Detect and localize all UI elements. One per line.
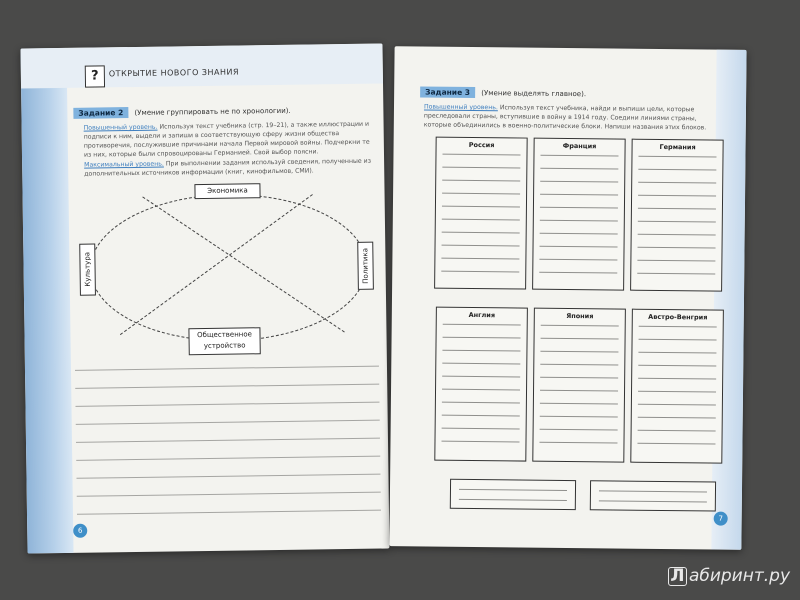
task2-text1: Используя текст учебника (стр. 19–21), а также иллюстрации и подписи к ним, выдели и запиши в соответствующую сферу жизни общества противоречия, послужившие причинами начала Первой мировой войны. Подчеркни те из них, которые были спровоцированы Германией. Свой выбор поясни. [83,120,370,159]
diagram-social-line1: Общественное [197,330,252,340]
labirint-watermark [668,566,790,586]
answer-line [638,352,716,354]
task3-skill: (Умение выделять главное). [481,89,587,99]
task3-paragraph [424,102,724,132]
country-box-japan [532,308,626,463]
right-page-number: 7 [714,512,728,526]
country-box-england [434,307,528,462]
answer-line [638,221,716,223]
section-title: ОТКРЫТИЕ НОВОГО ЗНАНИЯ [108,67,240,79]
answer-line [540,207,618,209]
answer-line [638,391,716,393]
answer-line [637,260,715,262]
answer-line [599,490,707,492]
country-box-germany [630,139,724,292]
answer-line [442,193,520,195]
answer-line [637,273,715,275]
task3-badge: Задание 3 [420,86,475,98]
answer-line [442,219,520,221]
task3-text: Используя текст учебника, найди и выпиши цели, которые преследовали страны, вступившие в войну в 1914 году. Соедини линиями страны, которые объединились в военно-политические блоки. Напиши названия этих блоков. [423,104,707,132]
answer-line [639,339,717,341]
answer-line [540,233,618,235]
answer-line [540,220,618,222]
answer-line [442,206,520,208]
answer-line [541,325,619,327]
answer-line [539,259,617,261]
answer-line [442,389,520,391]
answer-line [441,271,519,273]
answer-line [442,402,520,404]
answer-line [638,234,716,236]
diagram-diagonal-1 [143,194,345,335]
answer-line [540,377,618,379]
answer-line [638,378,716,380]
labirint-logo-icon: Л [668,567,687,586]
answer-line [442,376,520,378]
diagram-diagonal-2 [118,194,315,335]
answer-line [441,258,519,260]
answer-line [540,416,618,418]
bloc-name-box-2 [590,480,716,511]
answer-line [638,195,716,197]
answer-line [599,500,707,502]
answer-line [442,180,520,182]
answer-line [638,169,716,171]
answer-line [638,182,716,184]
answer-line [540,194,618,196]
task2-text2: При выполнении задания используй сведения, полученные из дополнительных источников информации (книг, кинофильмов, СМИ). [84,157,372,178]
country-box-russia [434,137,528,290]
country-name: Австро-Венгрия [648,312,708,322]
answer-line [638,365,716,367]
answer-line [638,404,716,406]
answer-line [540,246,618,248]
answer-line [541,338,619,340]
answer-line [442,167,520,169]
answer-line [442,415,520,417]
task2-level-max: Максимальный уровень. [84,160,164,169]
task3-level: Повышенный уровень. [423,103,498,112]
diagram-politics: Политика [357,242,374,290]
answer-line [442,232,520,234]
diagram-culture: Культура [79,244,96,296]
answer-line [442,428,520,430]
answer-line [442,350,520,352]
answer-line [540,351,618,353]
answer-line [638,247,716,249]
left-page [20,43,389,553]
question-icon: ? [85,65,105,87]
task2-badge: Задание 2 [73,107,128,119]
answer-line [442,245,520,247]
country-name: Германия [659,142,696,152]
diagram-economy: Экономика [194,183,260,199]
answer-line [540,429,618,431]
answer-line [459,499,567,501]
country-name: Россия [468,140,495,150]
answer-line [459,489,567,491]
answer-line [442,363,520,365]
country-name: Япония [566,311,594,321]
diagram-social-line2: устройство [203,341,246,351]
answer-line [638,156,716,158]
answer-line [443,337,521,339]
answer-line [540,181,618,183]
left-page-number: 6 [73,524,87,538]
watermark-text: абиринт.ру [688,566,790,586]
answer-line [539,442,617,444]
answer-line [443,324,521,326]
answer-line [540,168,618,170]
answer-line [540,364,618,366]
answer-line [540,390,618,392]
country-box-france [532,138,626,291]
task3-header [420,86,586,99]
answer-line [638,430,716,432]
answer-line [540,403,618,405]
answer-line [637,443,715,445]
answer-line [540,155,618,157]
right-page [389,46,746,550]
task2-skill: (Умение группировать не по хронологии). [134,106,291,117]
country-box-austria-hungary [630,309,724,464]
task2-level-advanced: Повышенный уровень. [83,123,158,132]
diagram-social-structure [188,327,260,355]
answer-line [638,417,716,419]
answer-line [441,441,519,443]
answer-line [539,272,617,274]
country-name: Англия [468,310,496,320]
answer-line [638,208,716,210]
bloc-name-box-1 [450,479,576,510]
country-name: Франция [562,141,597,151]
answer-line [442,154,520,156]
answer-line [639,326,717,328]
